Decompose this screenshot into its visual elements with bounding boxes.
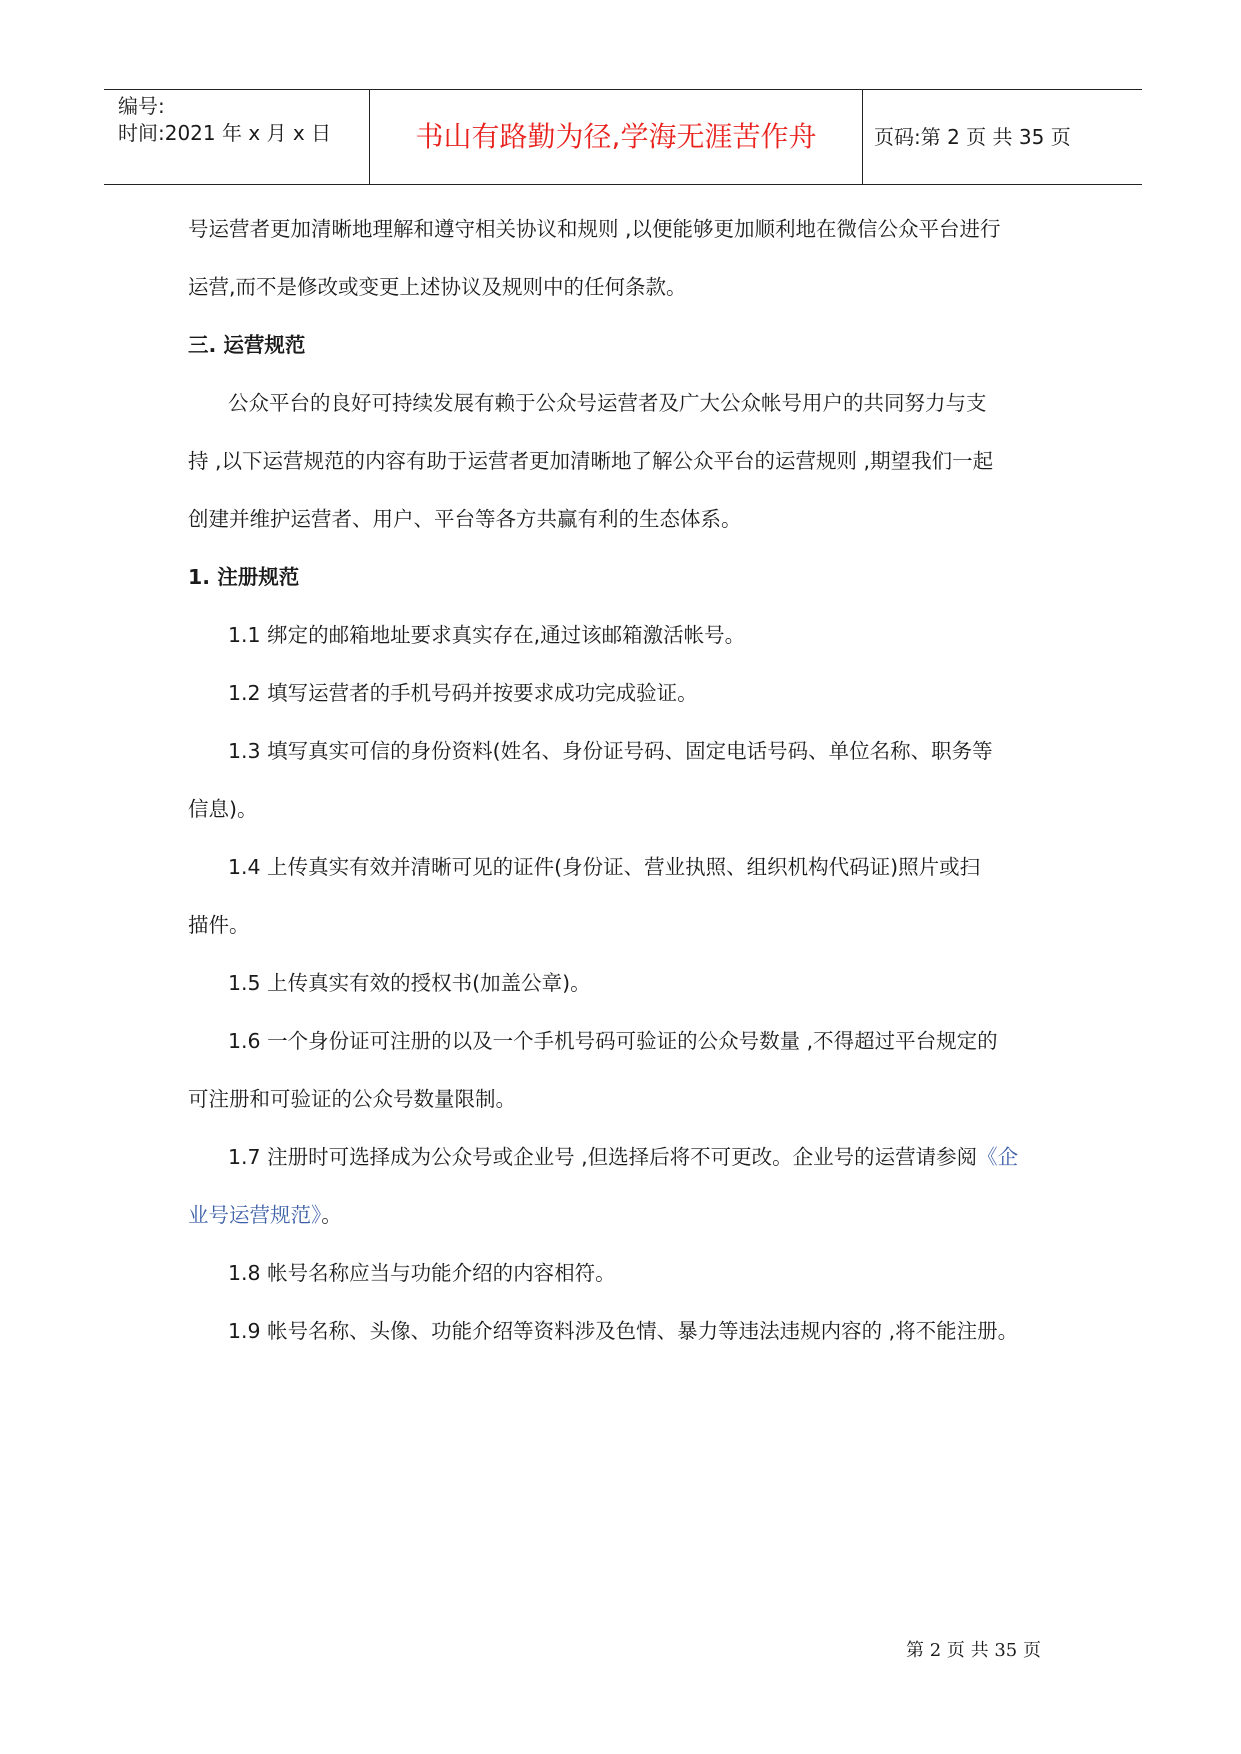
paragraph-line: 运营,而不是修改或变更上述协议及规则中的任何条款。	[188, 275, 687, 299]
paragraph-line: 持 ,以下运营规范的内容有助于运营者更加清晰地了解公众平台的运营规则 ,期望我们一起	[188, 449, 994, 473]
list-item: 1.2 填写运营者的手机号码并按要求成功完成验证。	[228, 681, 698, 705]
page-footer: 第 2 页 共 35 页	[906, 1640, 1041, 1661]
list-item: 1.1 绑定的邮箱地址要求真实存在,通过该邮箱激活帐号。	[228, 623, 746, 647]
list-item	[228, 1142, 1018, 1172]
list-item: 1.3 填写真实可信的身份资料(姓名、身份证号码、固定电话号码、单位名称、职务等	[228, 739, 993, 763]
header-motto: 书山有路勤为径,学海无涯苦作舟	[370, 90, 863, 184]
enterprise-rules-link[interactable]: 《企	[977, 1145, 1019, 1169]
list-item-continuation	[188, 1200, 342, 1230]
paragraph-line: 号运营者更加清晰地理解和遵守相关协议和规则 ,以便能够更加顺利地在微信公众平台进行	[188, 217, 1001, 241]
list-item-continuation: 信息)。	[188, 797, 258, 821]
list-item: 1.4 上传真实有效并清晰可见的证件(身份证、营业执照、组织机构代码证)照片或扫	[228, 855, 981, 879]
document-time-label: 时间:2021 年 x 月 x 日	[118, 121, 332, 145]
document-number-label: 编号:	[118, 94, 165, 118]
list-item-text: 1.7 注册时可选择成为公众号或企业号 ,但选择后将不可更改。企业号的运营请参阅	[228, 1145, 978, 1169]
list-item: 1.6 一个身份证可注册的以及一个手机号码可验证的公众号数量 ,不得超过平台规定的	[228, 1029, 998, 1053]
list-item: 1.8 帐号名称应当与功能介绍的内容相符。	[228, 1261, 616, 1285]
page-header	[104, 89, 1142, 185]
paragraph-line: 创建并维护运营者、用户、平台等各方共赢有利的生态体系。	[188, 507, 742, 531]
subsection-heading: 1. 注册规范	[188, 565, 300, 589]
header-page-label: 页码:第 2 页 共 35 页	[874, 125, 1071, 149]
list-item: 1.5 上传真实有效的授权书(加盖公章)。	[228, 971, 591, 995]
list-item-continuation: 描件。	[188, 913, 250, 937]
section-heading: 三. 运营规范	[188, 333, 306, 357]
list-item: 1.9 帐号名称、头像、功能介绍等资料涉及色情、暴力等违法违规内容的 ,将不能注册。	[228, 1319, 1019, 1343]
list-item-continuation: 可注册和可验证的公众号数量限制。	[188, 1087, 516, 1111]
enterprise-rules-link-continued[interactable]: 业号运营规范》	[188, 1203, 322, 1227]
header-meta-cell	[104, 90, 370, 184]
list-item-text: 。	[321, 1203, 342, 1227]
paragraph-line: 公众平台的良好可持续发展有赖于公众号运营者及广大公众帐号用户的共同努力与支	[228, 391, 987, 415]
